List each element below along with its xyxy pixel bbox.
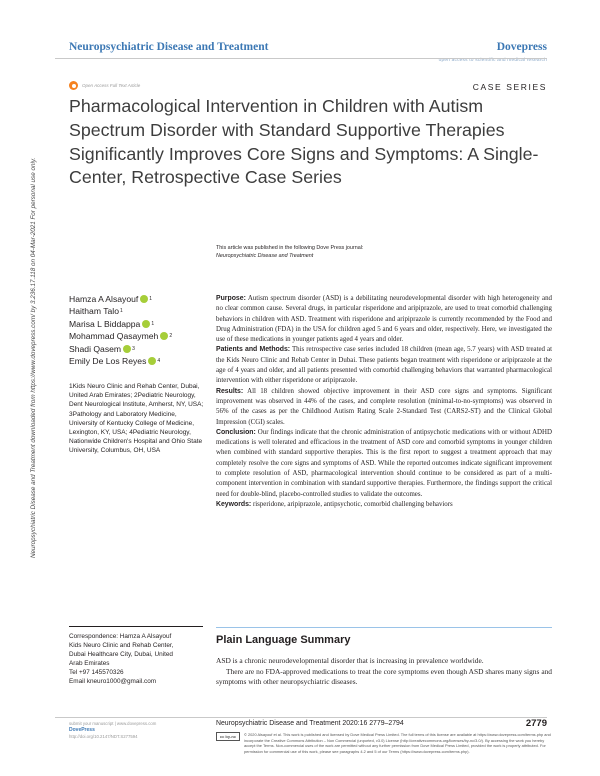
header-divider <box>55 58 547 59</box>
article-title: Pharmacological Intervention in Children with Autism Spectrum Disorder with Standard Supportive Therapies Significantly Improves Core Signs and Symptoms: A Single-Center, Retrospective Case Series <box>69 96 539 188</box>
author-affiliation-mark: 3 <box>132 345 135 352</box>
author-name[interactable]: Hamza A Alsayouf <box>69 294 139 304</box>
download-sidebar <box>30 128 42 558</box>
orcid-icon[interactable] <box>148 357 156 365</box>
abstract-methods <box>216 345 552 386</box>
open-access-text: Open Access Full Text Article <box>82 83 141 88</box>
correspondence-address: Dubai Healthcare City, Dubai, United <box>69 651 173 658</box>
affiliations: 1Kids Neuro Clinic and Rehab Center, Dubai, United Arab Emirates; 2Pediatric Neurology, Dent Neurological Institute, Amherst, NY, USA; 3Pathology and Laboratory Medicine, University of Kentucky College of Medicine, Lexington, KY, USA; 4Pediatric Neurology, Nationwide Children's Hospital and Ohio State University, Columbus, OH, USA <box>69 383 204 455</box>
article-type: CASE SERIES <box>472 82 547 92</box>
author <box>69 330 209 342</box>
abstract-results <box>216 387 552 428</box>
doi-link[interactable]: http://doi.org/10.2147/NDT.S277594 <box>69 733 138 739</box>
abstract-text: All 18 children showed objective improvement in their ASD core signs and symptoms. Significant improvement was observed in 44% of the cases, and complete resolution (minimal-to-no-symptoms) was observed in 56% of the cases as per the Childhood Autism Rating Scale 2-Standard Test (CARS2-ST) and the Clinical Global Impression (CGI) scales. <box>216 387 552 426</box>
abstract-text: Our findings indicate that the chronic administration of antipsychotic medications with or without ADHD medications is well tolerated and efficacious in the treatment of ASD core and comorbid symptoms in younger children when combined with standard supportive therapies. This is the first report to suggest a treatment approach that may completely resolve the core signs and symptoms of ASD. While the reported outcomes indicate significant improvement to complete resolution of ASD, pharmacological intervention should continue to be considered as part of a multi-component intervention in combination with standard supportive therapies. Furthermore, the findings support the critical need for double-blind, placebo-controlled studies to validate the outcomes. <box>216 428 552 498</box>
author <box>69 343 209 355</box>
publication-note-line: This article was published in the following Dove Press journal: <box>216 245 364 251</box>
abstract-label: Conclusion: <box>216 428 256 436</box>
author-name[interactable]: Haitham Talo <box>69 306 119 317</box>
author-name[interactable]: Shadi Qasem <box>69 343 122 354</box>
abstract-text: risperidone, aripiprazole, antipsychotic, comorbid challenging behaviors <box>252 500 453 508</box>
page-number: 2779 <box>525 718 547 729</box>
correspondence-address: Arab Emirates <box>69 660 110 667</box>
brand-name[interactable]: Dovepress <box>496 41 547 53</box>
correspondence-phone: Tel +97 145570326 <box>69 669 124 676</box>
footer-submission <box>69 721 209 740</box>
author <box>69 318 209 330</box>
correspondence <box>69 632 205 686</box>
brand-tagline: open access to scientific and medical research <box>438 58 547 63</box>
footer-brand[interactable]: DovePress <box>69 727 95 734</box>
author-name[interactable]: Marisa L Biddappa <box>69 318 141 329</box>
creative-commons-icon[interactable]: cc by-nc <box>216 732 240 741</box>
footer-divider <box>55 717 547 718</box>
author-affiliation-mark: 1 <box>120 308 123 315</box>
author-name[interactable]: Mohammad Qasaymeh <box>69 331 159 342</box>
author <box>69 293 209 305</box>
author <box>69 355 209 367</box>
summary-paragraph: ASD is a chronic neurodevelopmental disorder that is increasing in prevalence worldwide. <box>216 656 484 665</box>
abstract-purpose <box>216 294 552 345</box>
author-affiliation-mark: 2 <box>169 333 173 340</box>
author-name[interactable]: Emily De Los Reyes <box>69 356 147 367</box>
abstract <box>216 294 552 510</box>
summary-heading: Plain Language Summary <box>216 634 351 646</box>
summary-body <box>216 656 552 688</box>
journal-name: Neuropsychiatric Disease and Treatment <box>69 41 269 53</box>
author-list <box>69 293 209 367</box>
license-text: © 2020 Alsayouf et al. This work is published and licensed by Dove Medical Press Limited. The full terms of this license are available at https://www.dovepress.com/terms.php and incorporate the Creative Commons Attribution – Non Commercial (unported, v3.0) License (http://creativecommons.org/licenses/by-nc/3.0/). By accessing the work you hereby accept the Terms. Non-commercial uses of the work are permitted without any further permission from Dove Medical Press Limited, provided the work is properly attributed. For permission for commercial use of this work, please see paragraphs 4.2 and 5 of our Terms (https://www.dovepress.com/terms.php). <box>244 732 551 754</box>
publication-note-journal[interactable]: Neuropsychiatric Disease and Treatment <box>216 253 314 259</box>
orcid-icon[interactable] <box>160 332 168 340</box>
license-notice <box>216 732 552 754</box>
abstract-conclusion <box>216 428 552 500</box>
open-access-badge <box>69 81 140 90</box>
orcid-icon[interactable] <box>123 345 131 353</box>
download-sidebar-text: Neuropsychiatric Disease and Treatment downloaded from https://www.dovepress.com/ by 3.236.17.118 on 04-Mar-2021 For personal use only. <box>30 157 37 558</box>
abstract-text: This retrospective case series included 18 children (mean age, 5.7 years) with ASD treated at the Kids Neuro Clinic and Rehab Center in Dubai. These patients began treatment with risperidone or aripiprazole at the age of 4 years and older, and all patients presented with comorbid challenging behaviors that warranted pharmacological intervention with either risperidone or aripiprazole. <box>216 346 552 385</box>
summary-divider <box>216 627 552 628</box>
footer-journal-citation: Neuropsychiatric Disease and Treatment 2020:16 2779–2794 <box>216 720 404 727</box>
author-affiliation-mark: 4 <box>157 358 161 365</box>
orcid-icon[interactable] <box>142 320 150 328</box>
correspondence-email[interactable]: Email kneuro1000@gmail.com <box>69 678 157 685</box>
abstract-text: Autism spectrum disorder (ASD) is a debilitating neurodevelopmental disorder with high heterogeneity and no clear common cause. Several drugs, in particular risperidone and aripiprazole, are used to treat comorbid challenging behaviors in children with ASD. Treatment with risperidone and aripiprazole is currently recommended by the Food and Drug Administration (FDA) in the USA for children aged 5 and 6 years and older, respectively. Here, we investigated the use of these medications in younger patients aged 4 years and older. <box>216 295 553 344</box>
author-affiliation-mark: 1 <box>151 320 155 327</box>
abstract-label: Patients and Methods: <box>216 346 291 354</box>
author-affiliation-mark: 1 <box>149 296 153 302</box>
correspondence-address: Kids Neuro Clinic and Rehab Center, <box>69 642 174 649</box>
publication-note <box>216 244 363 260</box>
open-access-icon <box>69 81 78 90</box>
orcid-icon[interactable] <box>140 295 148 303</box>
publisher-brand <box>439 41 547 63</box>
author <box>69 305 209 317</box>
abstract-label: Keywords: <box>216 500 252 508</box>
submit-link[interactable]: submit your manuscript | www.dovepress.com <box>69 721 157 726</box>
summary-paragraph: There are no FDA-approved medications to treat the core symptoms even though ASD shares many signs and symptoms with other neuropsychiatric diseases. <box>216 666 552 687</box>
abstract-label: Purpose: <box>216 295 246 302</box>
correspondence-divider <box>69 626 203 627</box>
abstract-label: Results: <box>216 387 244 395</box>
correspondence-label: Correspondence: Hamza A Alsayouf <box>69 633 172 640</box>
abstract-keywords <box>216 500 552 510</box>
